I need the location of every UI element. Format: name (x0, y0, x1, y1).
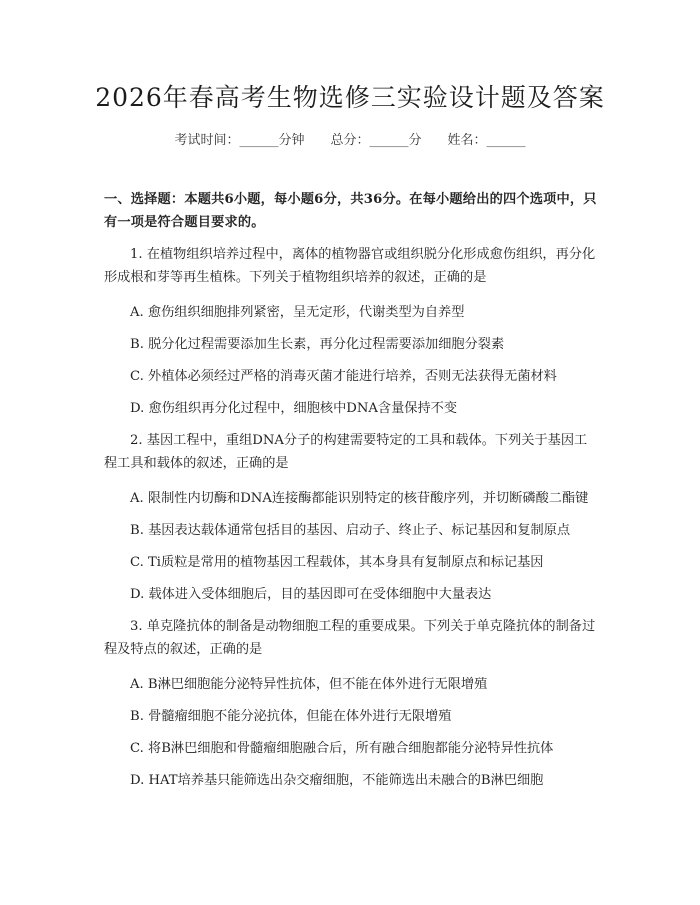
option-c: C. 外植体必须经过严格的消毒灭菌才能进行培养，否则无法获得无菌材料 (130, 369, 557, 384)
option-c: C. Ti质粒是常用的植物基因工程载体，其本身具有复制原点和标记基因 (130, 555, 544, 570)
option-d: D. 愈伤组织再分化过程中，细胞核中DNA含量保持不变 (130, 401, 458, 416)
option-a: A. 愈伤组织细胞排列紧密，呈无定形，代谢类型为自养型 (130, 305, 465, 320)
option-d: D. HAT培养基只能筛选出杂交瘤细胞，不能筛选出未融合的B淋巴细胞 (130, 773, 544, 788)
question-stem: 2. 基因工程中，重组DNA分子的构建需要特定的工具和载体。下列关于基因工程工具和载体的叙述，正确的是 (104, 433, 588, 471)
option-a: A. B淋巴细胞能分泌特异性抗体，但不能在体外进行无限增殖 (130, 677, 488, 692)
section-heading: 一、选择题：本题共6小题，每小题6分，共36分。在每小题给出的四个选项中，只有一项是符合题目要求的。 (104, 192, 597, 230)
student-name-field: 姓名：______ (447, 133, 526, 148)
question-stem: 1. 在植物组织培养过程中，离体的植物器官或组织脱分化形成愈伤组织，再分化形成根和芽等再生植株。下列关于植物组织培养的叙述，正确的是 (104, 247, 596, 285)
page-title: 2026年春高考生物选修三实验设计题及答案 (95, 83, 605, 112)
question-stem: 3. 单克隆抗体的制备是动物细胞工程的重要成果。下列关于单克隆抗体的制备过程及特点的叙述，正确的是 (104, 619, 596, 657)
total-score-field: 总分：______分 (330, 133, 422, 148)
exam-meta (0, 132, 700, 150)
question-3 (104, 615, 598, 792)
option-a: A. 限制性内切酶和DNA连接酶都能识别特定的核苷酸序列，并切断磷酸二酯键 (130, 491, 589, 506)
option-b: B. 基因表达载体通常包括目的基因、启动子、终止子、标记基因和复制原点 (130, 523, 571, 538)
option-d: D. 载体进入受体细胞后，目的基因即可在受体细胞中大量表达 (130, 587, 492, 602)
option-b: B. 脱分化过程需要添加生长素，再分化过程需要添加细胞分裂素 (130, 337, 505, 352)
option-b: B. 骨髓瘤细胞不能分泌抗体，但能在体外进行无限增殖 (130, 709, 452, 724)
exam-time-field: 考试时间：______分钟 (174, 133, 305, 148)
exam-content (104, 188, 598, 801)
question-1 (104, 243, 598, 420)
option-c: C. 将B淋巴细胞和骨髓瘤细胞融合后，所有融合细胞都能分泌特异性抗体 (130, 741, 554, 756)
question-2 (104, 429, 598, 606)
